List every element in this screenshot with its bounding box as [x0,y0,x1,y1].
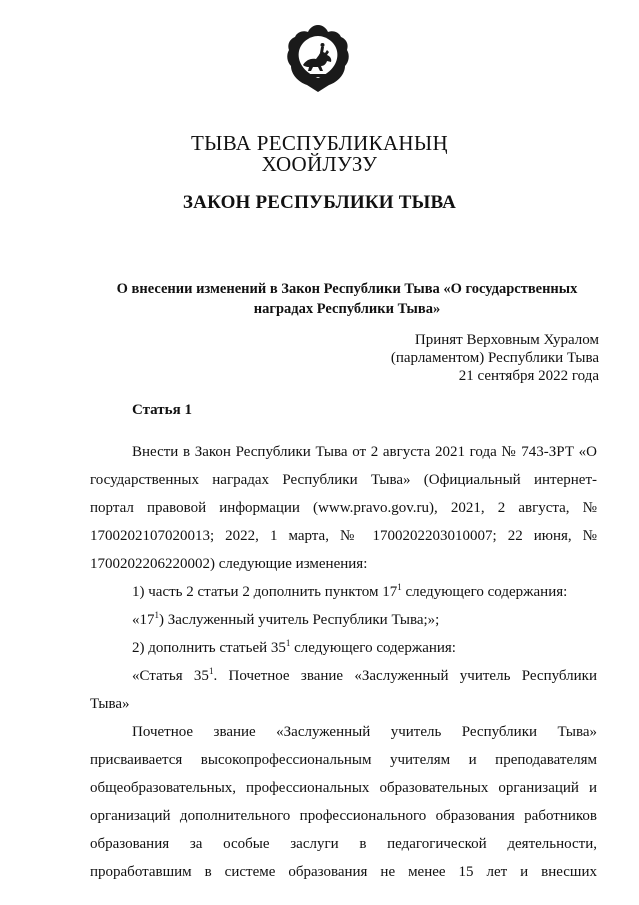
article-heading: Статья 1 [132,402,192,418]
paragraph-line: Внести в Закон Республики Тыва от 2 августа 2021 года № 743-ЗРТ «О [132,444,597,460]
paragraph-line: образования за особые заслуги в педагогической деятельности, [90,836,597,852]
paragraph-line: Почетное звание «Заслуженный учитель Республики Тыва» [132,724,597,740]
paragraph-line: присваивается высокопрофессиональным учителям и преподавателям [90,752,597,768]
amendment-quote-1: «$17^1$) Заслуженный учитель Республики Тыва;»; [132,610,440,628]
paragraph-line: портал правовой информации (www.pravo.gov.ru), 2021, 2 августа, № [90,500,597,516]
law-subject-line2: наградах Республики Тыва» [253,301,441,317]
law-title: ЗАКОН РЕСПУБЛИКИ ТЫВА [182,192,457,213]
adoption-date: 21 сентября 2022 года [458,368,599,384]
paragraph-line: 1700202107020013; 2022, 1 марта, № 1700202203010007; 22 июня, № [90,528,597,544]
paragraph-line: проработавшим в системе образования не менее 15 лет и внесших [90,864,597,880]
article-body [90,438,597,886]
law-subject [100,279,594,319]
adoption-line1: Принят Верховным Хуралом [414,332,599,348]
amendment-item-2: 2) дополнить статьей $35^1$ следующего содержания: [132,638,456,656]
amendment-quote-2: «Статья $35^1$. Почетное звание «Заслуженный учитель Республики [132,666,597,684]
adoption-info [391,331,599,385]
paragraph-line: общеобразовательных, профессиональных образовательных организаций и [90,780,597,796]
amendment-item-1: 1) часть 2 статьи 2 дополнить пунктом $17^1$ следующего содержания: [132,582,568,600]
adoption-line2: (парламентом) Республики Тыва [390,350,599,366]
header-tuvan-line1: ТЫВА РЕСПУБЛИКАНЫҢ [191,131,448,155]
amendment-quote-2-cont: Тыва» [90,696,130,712]
paragraph-line: 1700202206220002) следующие изменения: [90,556,368,572]
paragraph-line: государственных наградах Республики Тыва» (Официальный интернет- [90,472,597,488]
law-subject-line1: О внесении изменений в Закон Республики Тыва «О государственных [116,281,578,297]
paragraph-line: организаций дополнительного профессионального образования работников [90,808,597,824]
coat-of-arms-emblem [283,22,353,94]
header-tuvan-line2: ХООЙЛУЗУ [261,152,378,176]
